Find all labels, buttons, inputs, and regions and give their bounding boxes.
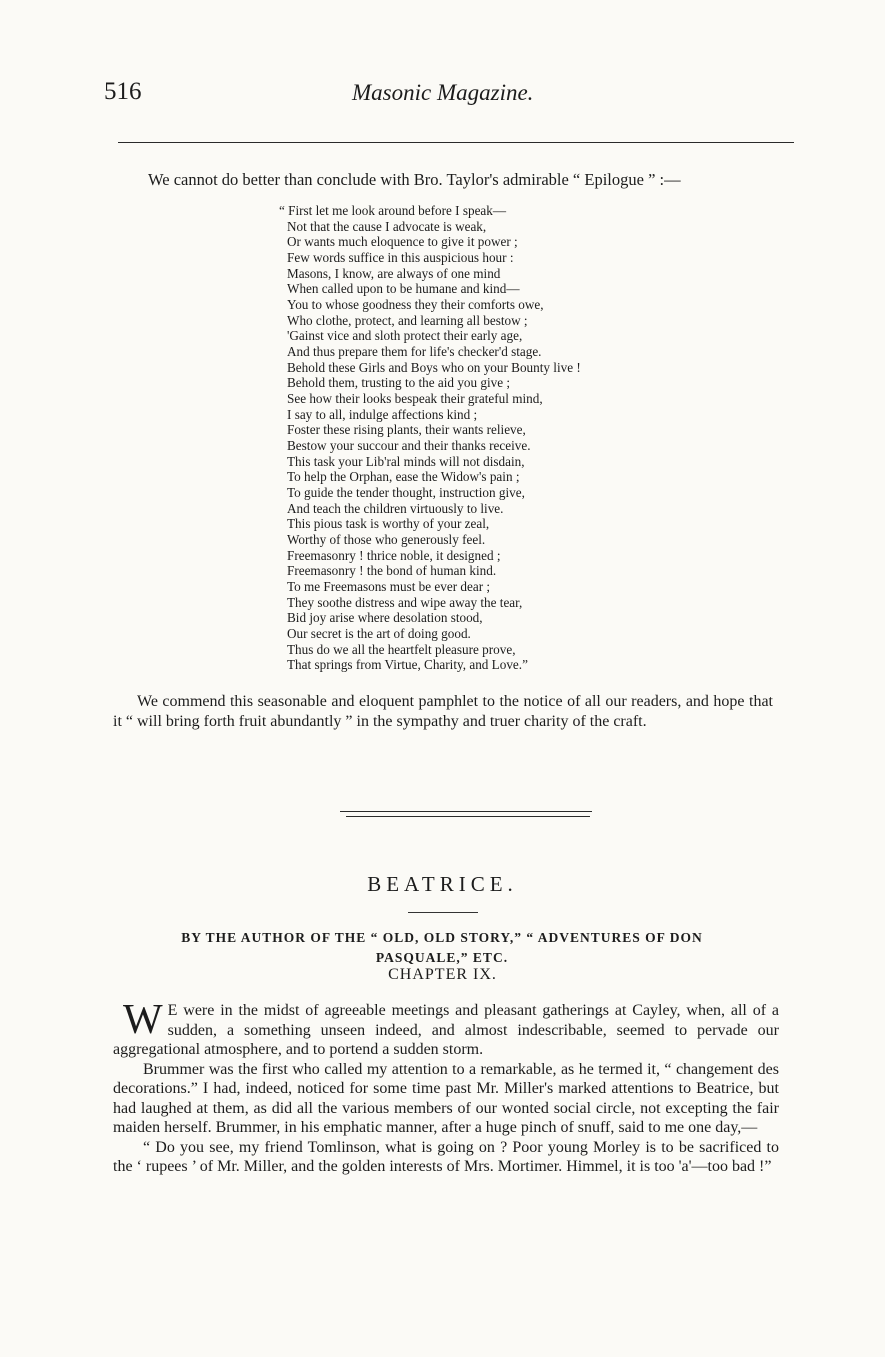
poem-line: To me Freemasons must be ever dear ;	[287, 579, 491, 595]
poem-line: Behold these Girls and Boys who on your Bounty live !	[287, 359, 581, 375]
poem-line: This task your Lib'ral minds will not disdain,	[287, 453, 525, 469]
poem-line: To guide the tender thought, instruction give,	[287, 485, 525, 501]
poem-line: Bid joy arise where desolation stood,	[287, 610, 483, 626]
drop-cap: W	[123, 997, 163, 1043]
poem-line: I say to all, indulge affections kind ;	[287, 406, 478, 422]
poem-line: Freemasonry ! the bond of human kind.	[287, 563, 497, 579]
chapter-body	[113, 997, 779, 1177]
poem-line: See how their looks bespeak their grateful mind,	[287, 391, 543, 407]
body-paragraph	[113, 997, 779, 1060]
poem-line: Thus do we all the heartfelt pleasure prove,	[287, 641, 516, 657]
header-rule	[118, 142, 794, 143]
poem-line: Foster these rising plants, their wants relieve,	[287, 422, 526, 438]
epilogue-poem	[279, 203, 581, 673]
story-byline: BY THE AUTHOR OF THE “ OLD, OLD STORY,” “ ADVENTURES OF DON PASQUALE,” ETC.	[181, 930, 703, 965]
poem-line: Not that the cause I advocate is weak,	[287, 218, 487, 234]
commend-paragraph: We commend this seasonable and eloquent pamphlet to the notice of all our readers, and hope that it “ will bring forth fruit abundantly ” in the sympathy and truer charity of the craft.	[113, 693, 773, 730]
poem-line: Behold them, trusting to the aid you give ;	[287, 375, 511, 391]
running-title: Masonic Magazine.	[352, 80, 534, 105]
poem-line: This pious task is worthy of your zeal,	[287, 516, 490, 532]
poem-line: And thus prepare them for life's checker'd stage.	[287, 344, 542, 360]
poem-line: You to whose goodness they their comforts owe,	[287, 297, 544, 313]
poem-line: Or wants much eloquence to give it power ;	[287, 234, 518, 250]
poem-line: Few words suffice in this auspicious hour :	[287, 250, 514, 266]
chapter-heading: CHAPTER IX.	[388, 966, 497, 983]
section-rule-thin	[346, 816, 590, 817]
title-underline	[408, 912, 478, 913]
poem-line: Bestow your succour and their thanks receive.	[287, 438, 531, 454]
body-paragraph: “ Do you see, my friend Tomlinson, what is going on ? Poor young Morley is to be sacrificed to the ‘ rupees ’ of Mr. Miller, and the golden interests of Mrs. Mortimer. Himmel, it is too 'a'—too bad !”	[113, 1138, 779, 1175]
poem-line: That springs from Virtue, Charity, and Love.”	[287, 657, 528, 673]
body-paragraph: Brummer was the first who called my attention to a remarkable, as he termed it, “ changement des decorations.” I had, indeed, noticed for some time past Mr. Miller's marked attentions to Beatrice, but had laughed at them, as did all the various members of our wonted social circle, not excepting the fair maiden herself. Brummer, in his emphatic manner, after a huge pinch of snuff, said to me one day,—	[113, 1060, 779, 1136]
poem-line: Our secret is the art of doing good.	[287, 626, 471, 642]
poem-line: And teach the children virtuously to live.	[287, 500, 504, 516]
poem-line: They soothe distress and wipe away the tear,	[287, 594, 523, 610]
story-title: BEATRICE.	[367, 872, 518, 896]
poem-line: “ First let me look around before I speak—	[279, 203, 507, 218]
page-header	[104, 78, 784, 114]
poem-line: Who clothe, protect, and learning all bestow ;	[287, 312, 528, 328]
body-paragraph-text: E were in the midst of agreeable meetings and pleasant gatherings at Cayley, when, all of a sudden, a something unseen indeed, and almost indescribable, seemed to pervade our aggregational atmosphere, and to portend a sudden storm.	[113, 1002, 779, 1058]
section-rule	[340, 811, 592, 812]
poem-line: Masons, I know, are always of one mind	[287, 265, 501, 281]
intro-line: We cannot do better than conclude with Bro. Taylor's admirable “ Epilogue ” :—	[148, 170, 681, 189]
poem-line: When called upon to be humane and kind—	[287, 281, 520, 297]
page-number: 516	[104, 78, 142, 105]
poem-line: Freemasonry ! thrice noble, it designed ;	[287, 547, 501, 563]
poem-line: To help the Orphan, ease the Widow's pain ;	[287, 469, 520, 485]
poem-line: 'Gainst vice and sloth protect their early age,	[287, 328, 523, 344]
poem-line: Worthy of those who generously feel.	[287, 532, 486, 548]
